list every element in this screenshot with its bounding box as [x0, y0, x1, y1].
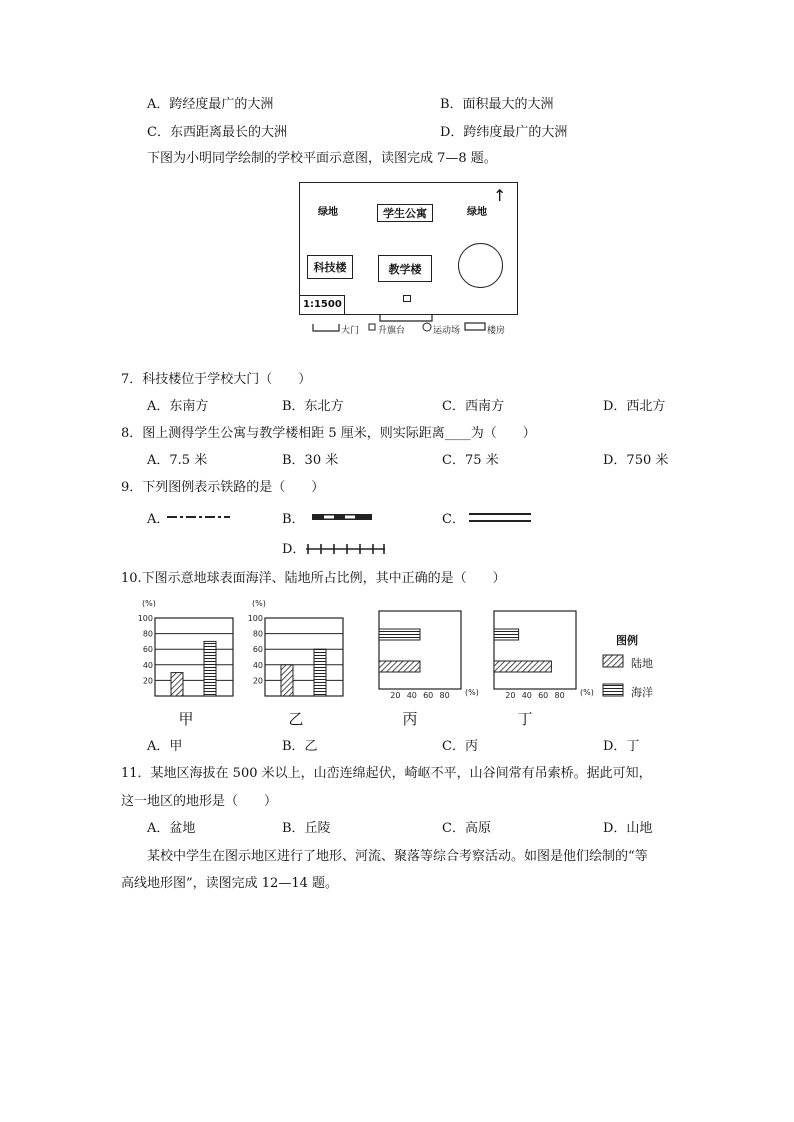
q6-option-a: A．跨经度最广的大洲: [147, 97, 274, 112]
x-tick-label: 40: [406, 691, 417, 700]
q11-stem-line2: 这一地区的地形是（ ）: [121, 794, 278, 809]
q8-stem: 8．图上测得学生公寓与教学楼相距 5 厘米，则实际距离____为（ ）: [121, 426, 536, 441]
y-tick-label: 80: [252, 629, 263, 639]
q11-option-c: C．高原: [442, 821, 491, 836]
x-axis-unit: (%): [580, 688, 594, 697]
x-tick-label: 60: [423, 691, 434, 700]
x-tick-label: 60: [538, 691, 549, 700]
scale-box: 1:1500: [299, 295, 345, 315]
q11-stem-line1: 11．某地区海拔在 500 米以上，山峦连绵起伏，崎岖不平，山谷间常有吊索桥。据此可知，: [121, 766, 652, 781]
q10-option-b: B．乙: [282, 739, 318, 754]
y-tick-label: 20: [142, 676, 153, 686]
q7-option-b: B．东北方: [282, 399, 344, 414]
y-tick-label: 40: [252, 660, 263, 670]
q11-option-a: A．盆地: [147, 821, 196, 836]
q7-stem: 7．科技楼位于学校大门（ ）: [121, 372, 312, 387]
q6-option-d: D．跨纬度最广的大洲: [440, 125, 568, 140]
y-tick-label: 80: [142, 629, 153, 639]
intro-12-14-line1: 某校中学生在图示地区进行了地形、河流、聚落等综合考察活动。如图是他们绘制的“等: [147, 849, 648, 864]
q7-option-d: D．西北方: [603, 399, 666, 414]
x-axis-unit: (%): [465, 688, 479, 697]
chart-title: 丁: [517, 710, 533, 728]
teaching-building: 教学楼: [378, 255, 432, 282]
dormitory-building: 学生公寓: [377, 204, 433, 222]
q10-stem: 10.下图示意地球表面海洋、陆地所占比例，其中正确的是（ ）: [121, 571, 506, 586]
q6-option-b: B．面积最大的大洲: [440, 97, 554, 112]
q7-option-c: C．西南方: [442, 399, 504, 414]
y-tick-label: 40: [142, 660, 153, 670]
greenland-right-label: 绿地: [467, 207, 487, 218]
q10-option-a: A．甲: [147, 739, 183, 754]
y-tick-label: 20: [252, 676, 263, 686]
chart-legend-ocean-label: 海洋: [631, 686, 653, 699]
legend-gate-label: 大门: [341, 326, 360, 336]
q8-option-c: C．75 米: [442, 453, 499, 468]
legend-field-label: 运动场: [433, 326, 461, 336]
q8-option-d: D．750 米: [603, 453, 669, 468]
q8-option-b: B．30 米: [282, 453, 339, 468]
chart-title: 乙: [288, 710, 304, 728]
intro-12-14-line2: 高线地形图”，读图完成 12—14 题。: [121, 876, 338, 891]
legend-building-label: 楼房: [487, 326, 506, 336]
y-tick-label: 60: [252, 645, 263, 655]
x-tick-label: 20: [505, 691, 516, 700]
intro-7-8: 下图为小明同学绘制的学校平面示意图，读图完成 7—8 题。: [147, 151, 497, 166]
q10-option-c: C．丙: [442, 739, 478, 754]
y-axis-unit: (%): [142, 599, 156, 608]
chart-legend-title: 图例: [616, 634, 638, 647]
y-tick-label: 100: [137, 614, 153, 623]
chart-legend-land-label: 陆地: [631, 657, 653, 670]
north-arrow-icon: ↑: [493, 186, 507, 205]
x-tick-label: 80: [439, 691, 450, 700]
q10-option-d: D．丁: [603, 739, 640, 754]
q9-stem: 9．下列图例表示铁路的是（ ）: [121, 480, 325, 495]
chart-title: 甲: [178, 710, 194, 728]
y-tick-label: 100: [247, 614, 263, 623]
x-tick-label: 80: [554, 691, 565, 700]
q9-option-a: A．: [147, 512, 170, 527]
x-tick-label: 20: [390, 691, 401, 700]
q9-option-c: C．: [442, 512, 465, 527]
tech-building: 科技楼: [307, 255, 353, 279]
q11-option-d: D．山地: [603, 821, 653, 836]
legend-flag-label: 升旗台: [378, 326, 406, 336]
q6-option-c: C．东西距离最长的大洲: [147, 125, 287, 140]
legend-ocean-swatch: [603, 684, 623, 696]
q9-option-b: B．: [282, 512, 305, 527]
q9-option-d: D．: [282, 542, 306, 557]
y-tick-label: 60: [142, 645, 153, 655]
chart-title: 丙: [402, 710, 418, 728]
legend-land-swatch: [603, 655, 623, 667]
q11-option-b: B．丘陵: [282, 821, 331, 836]
greenland-left-label: 绿地: [318, 207, 338, 218]
q8-option-a: A．7.5 米: [147, 453, 208, 468]
x-tick-label: 40: [521, 691, 532, 700]
q7-option-a: A．东南方: [147, 399, 209, 414]
y-axis-unit: (%): [252, 599, 266, 608]
